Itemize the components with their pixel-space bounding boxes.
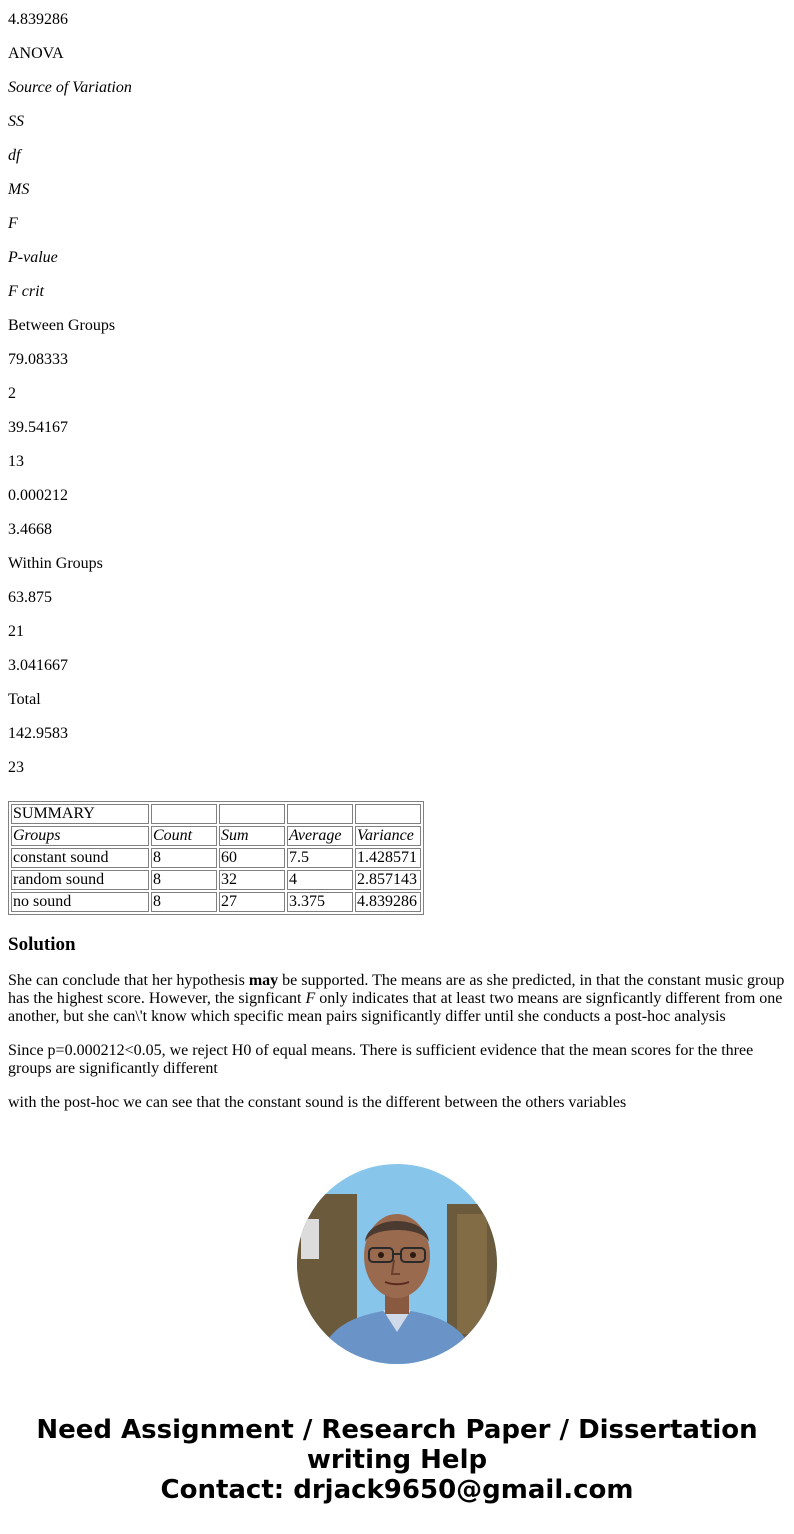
anova-header-ms: MS: [8, 181, 30, 198]
header-variance: Variance: [355, 826, 421, 846]
anova-between-df: 2: [8, 385, 16, 402]
anova-header-pvalue: P-value: [8, 249, 58, 266]
para1-italic-f: F: [305, 990, 316, 1007]
table-row: [11, 892, 421, 912]
document-content: [0, 11, 794, 1112]
anova-between-ss: 79.08333: [8, 351, 68, 368]
anova-between-ms: 39.54167: [8, 419, 68, 436]
anova-header-ss: SS: [8, 113, 24, 130]
header-sum: Sum: [219, 826, 285, 846]
solution-paragraph-3: with the post-hoc we can see that the constant sound is the different between the others variables: [8, 1094, 627, 1111]
header-count: Count: [151, 826, 217, 846]
anova-header-f: F: [8, 215, 18, 232]
table-cell: constant sound: [11, 848, 149, 868]
table-row: [11, 870, 421, 890]
footer-line-1: Need Assignment / Research Paper / Dissertation: [36, 1415, 758, 1445]
table-cell: 7.5: [287, 848, 353, 868]
para1-text-a: She can conclude that her hypothesis: [8, 972, 249, 989]
table-cell-empty: [219, 804, 285, 824]
portrait-image: [297, 1164, 497, 1364]
anova-header-df: df: [8, 147, 21, 164]
table-cell: 8: [151, 848, 217, 868]
anova-total-label: Total: [8, 691, 41, 708]
table-cell: 3.375: [287, 892, 353, 912]
table-cell: 4.839286: [355, 892, 421, 912]
para1-text-c: only indicates that at least two means are signficantly different from one another, but she can\'t know which specific mean pairs significantly differ until she conducts a post-hoc analysis: [8, 990, 783, 1025]
anova-within-ms: 3.041667: [8, 657, 68, 674]
solution-paragraph-2: Since p=0.000212<0.05, we reject H0 of equal means. There is sufficient evidence that the mean scores for the three groups are significantly different: [8, 1042, 754, 1077]
table-cell: no sound: [11, 892, 149, 912]
table-cell: 2.857143: [355, 870, 421, 890]
footer-banner: [0, 1415, 794, 1505]
anova-total-ss: 142.9583: [8, 725, 68, 742]
table-cell-empty: [287, 804, 353, 824]
anova-section: [8, 11, 786, 793]
anova-between-f: 13: [8, 453, 24, 470]
header-groups: Groups: [11, 826, 149, 846]
table-cell: 27: [219, 892, 285, 912]
summary-table: [8, 801, 424, 915]
anova-title: ANOVA: [8, 45, 64, 62]
solution-paragraph-1: [8, 972, 786, 1026]
table-cell: 8: [151, 892, 217, 912]
para1-text-b: be supported. The means are as she predicted, in that the constant music group has the highest score. However, the signficant: [8, 972, 785, 1007]
anova-header-fcrit: F crit: [8, 283, 44, 300]
footer-contact: Contact: drjack9650@gmail.com: [160, 1475, 634, 1505]
table-cell-empty: [151, 804, 217, 824]
anova-between-fcrit: 3.4668: [8, 521, 52, 538]
para1-bold-may: may: [248, 972, 279, 989]
table-cell: 32: [219, 870, 285, 890]
table-cell-empty: [355, 804, 421, 824]
footer-line-2: writing Help: [306, 1445, 488, 1475]
anova-within-df: 21: [8, 623, 24, 640]
anova-header-source: Source of Variation: [8, 79, 132, 96]
top-value: 4.839286: [8, 11, 68, 28]
table-cell: 1.428571: [355, 848, 421, 868]
anova-total-df: 23: [8, 759, 24, 776]
table-cell: 4: [287, 870, 353, 890]
table-row: [11, 848, 421, 868]
header-average: Average: [287, 826, 353, 846]
table-header-row: [11, 826, 421, 846]
table-cell: 60: [219, 848, 285, 868]
anova-between-pvalue: 0.000212: [8, 487, 68, 504]
author-photo: [297, 1164, 497, 1364]
table-row: [11, 804, 421, 824]
solution-heading: Solution: [8, 934, 76, 955]
anova-within-ss: 63.875: [8, 589, 52, 606]
table-cell: random sound: [11, 870, 149, 890]
summary-title-cell: SUMMARY: [11, 804, 149, 824]
anova-between-label: Between Groups: [8, 317, 116, 334]
table-cell: 8: [151, 870, 217, 890]
anova-within-label: Within Groups: [8, 555, 103, 572]
